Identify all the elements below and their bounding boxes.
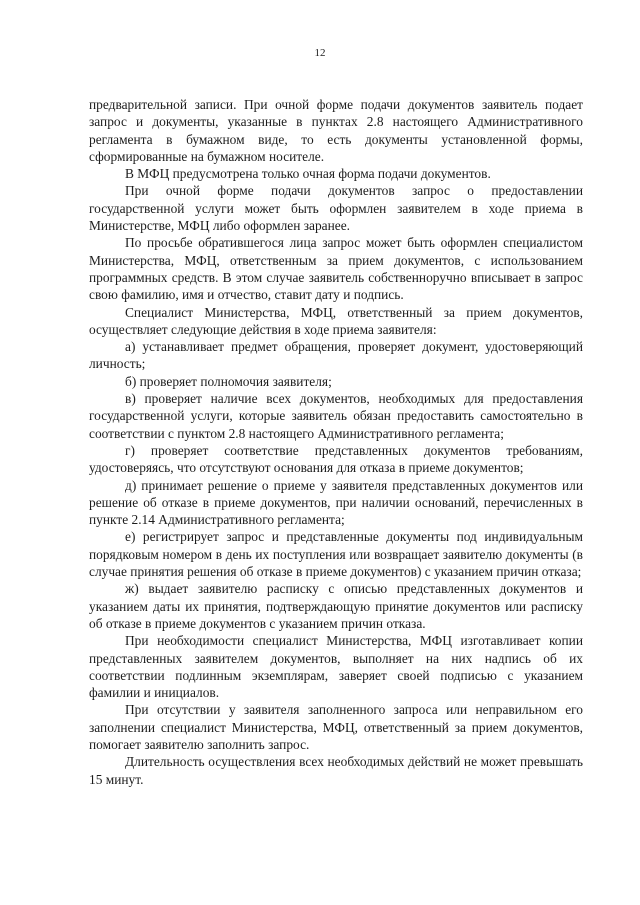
- paragraph-duration: Длительность осуществления всех необходимых действий не может превышать 15 минут.: [89, 754, 583, 787]
- list-item-d: д) принимает решение о приеме у заявителя представленных документов или решение об отказе в приеме документов, при наличии оснований, перечисленных в пункте 2.14 Административного регламента;: [89, 477, 583, 528]
- paragraph-continuation: предварительной записи. При очной форме подачи документов заявитель подает запрос и документы, указанные в пунктах 2.8 настоящего Административного регламента в бумажном виде, то есть документы установленной формы, сформированные на бумажном носителе.: [89, 97, 583, 164]
- paragraph-help-fill-request: При отсутствии у заявителя заполненного запроса или неправильном его заполнении специалист Министерства, МФЦ, ответственный за прием документов, помогает заявителю заполнить запрос.: [89, 702, 583, 752]
- list-item-e: е) регистрирует запрос и представленные документы под индивидуальным порядковым номером в день их поступления или возвращает заявителю документы (в случае принятия решения об отказе в приеме документов) с указанием причин отказа;: [89, 529, 583, 580]
- list-item-v: в) проверяет наличие всех документов, необходимых для предоставления государственной услуги, которые заявитель обязан предоставить самостоятельно в соответствии с пунктом 2.8 настоящего Административного регламента;: [89, 391, 583, 441]
- paragraph-specialist-actions: Специалист Министерства, МФЦ, ответственный за прием документов, осуществляет следующие действия в ходе приема заявителя:: [89, 304, 583, 337]
- list-item-b: б) проверяет полномочия заявителя;: [125, 373, 332, 389]
- list-item-g: г) проверяет соответствие представленных документов требованиям, удостоверяясь, что отсутствуют основания для отказа в приеме документов;: [89, 442, 583, 476]
- document-body: [89, 96, 583, 788]
- paragraph-in-person-request: При очной форме подачи документов запрос о предоставлении государственной услуги может быть оформлен заявителем в ходе приема в Министерстве, МФЦ либо оформлен заранее.: [89, 183, 583, 234]
- list-item-zh: ж) выдает заявителю расписку с описью представленных документов и указанием даты их принятия, подтверждающую принятие документов или расписку об отказе в приеме документов с указанием причин отказа.: [89, 581, 583, 631]
- paragraph-copies: При необходимости специалист Министерства, МФЦ изготавливает копии представленных заявителем документов, выполняет на них надпись об их соответствии подлинным экземплярам, заверяет своей подписью с указанием фамилии и инициалов.: [89, 633, 583, 701]
- list-item-a: а) устанавливает предмет обращения, проверяет документ, удостоверяющий личность;: [89, 339, 583, 372]
- paragraph-mfc-form: В МФЦ предусмотрена только очная форма подачи документов.: [125, 166, 491, 182]
- page-number: 12: [314, 47, 326, 59]
- paragraph-request-by-specialist: По просьбе обратившегося лица запрос может быть оформлен специалистом Министерства, МФЦ, ответственным за прием документов, с использованием программных средств. В этом случае заявитель собственноручно вписывает в запрос свою фамилию, имя и отчество, ставит дату и подпись.: [89, 235, 583, 303]
